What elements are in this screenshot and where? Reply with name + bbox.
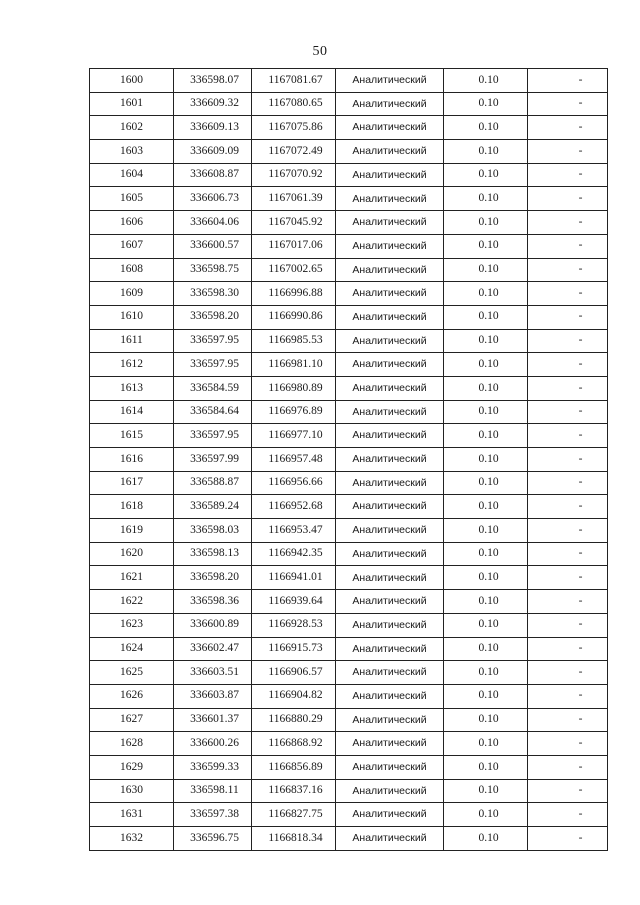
description-cell: - — [528, 424, 608, 448]
accuracy-cell: 0.10 — [444, 92, 528, 116]
table-row — [90, 755, 608, 779]
table-row — [90, 471, 608, 495]
description-cell: - — [528, 92, 608, 116]
x-coordinate-cell: 336600.57 — [174, 234, 252, 258]
description-cell: - — [528, 708, 608, 732]
x-coordinate-cell: 336598.36 — [174, 590, 252, 614]
method-cell: Аналитический — [336, 590, 444, 614]
table-row — [90, 376, 608, 400]
x-coordinate-cell: 336589.24 — [174, 495, 252, 519]
y-coordinate-cell: 1166856.89 — [252, 755, 336, 779]
point-number-cell: 1630 — [90, 779, 174, 803]
point-number-cell: 1607 — [90, 234, 174, 258]
accuracy-cell: 0.10 — [444, 613, 528, 637]
accuracy-cell: 0.10 — [444, 637, 528, 661]
description-cell: - — [528, 590, 608, 614]
y-coordinate-cell: 1167075.86 — [252, 116, 336, 140]
point-number-cell: 1632 — [90, 827, 174, 851]
point-number-cell: 1623 — [90, 613, 174, 637]
y-coordinate-cell: 1166956.66 — [252, 471, 336, 495]
description-cell: - — [528, 755, 608, 779]
y-coordinate-cell: 1167081.67 — [252, 69, 336, 93]
description-cell: - — [528, 187, 608, 211]
x-coordinate-cell: 336597.95 — [174, 353, 252, 377]
table-row — [90, 542, 608, 566]
x-coordinate-cell: 336599.33 — [174, 755, 252, 779]
description-cell: - — [528, 305, 608, 329]
description-cell: - — [528, 400, 608, 424]
point-number-cell: 1609 — [90, 282, 174, 306]
y-coordinate-cell: 1167070.92 — [252, 163, 336, 187]
accuracy-cell: 0.10 — [444, 732, 528, 756]
y-coordinate-cell: 1166904.82 — [252, 684, 336, 708]
description-cell: - — [528, 613, 608, 637]
coordinates-table — [89, 68, 608, 851]
x-coordinate-cell: 336603.51 — [174, 661, 252, 685]
method-cell: Аналитический — [336, 140, 444, 164]
x-coordinate-cell: 336598.13 — [174, 542, 252, 566]
point-number-cell: 1616 — [90, 448, 174, 472]
description-cell: - — [528, 140, 608, 164]
x-coordinate-cell: 336602.47 — [174, 637, 252, 661]
point-number-cell: 1629 — [90, 755, 174, 779]
accuracy-cell: 0.10 — [444, 590, 528, 614]
point-number-cell: 1606 — [90, 211, 174, 235]
table-row — [90, 163, 608, 187]
table-row — [90, 329, 608, 353]
description-cell: - — [528, 163, 608, 187]
accuracy-cell: 0.10 — [444, 140, 528, 164]
accuracy-cell: 0.10 — [444, 755, 528, 779]
x-coordinate-cell: 336600.26 — [174, 732, 252, 756]
description-cell: - — [528, 637, 608, 661]
description-cell: - — [528, 827, 608, 851]
accuracy-cell: 0.10 — [444, 708, 528, 732]
accuracy-cell: 0.10 — [444, 424, 528, 448]
table-row — [90, 69, 608, 93]
table-row — [90, 282, 608, 306]
x-coordinate-cell: 336609.32 — [174, 92, 252, 116]
method-cell: Аналитический — [336, 69, 444, 93]
accuracy-cell: 0.10 — [444, 779, 528, 803]
y-coordinate-cell: 1166942.35 — [252, 542, 336, 566]
table-row — [90, 424, 608, 448]
method-cell: Аналитический — [336, 282, 444, 306]
point-number-cell: 1601 — [90, 92, 174, 116]
y-coordinate-cell: 1166980.89 — [252, 376, 336, 400]
table-row — [90, 400, 608, 424]
x-coordinate-cell: 336597.95 — [174, 329, 252, 353]
y-coordinate-cell: 1167061.39 — [252, 187, 336, 211]
accuracy-cell: 0.10 — [444, 116, 528, 140]
point-number-cell: 1605 — [90, 187, 174, 211]
method-cell: Аналитический — [336, 400, 444, 424]
table-row — [90, 116, 608, 140]
method-cell: Аналитический — [336, 448, 444, 472]
method-cell: Аналитический — [336, 542, 444, 566]
x-coordinate-cell: 336608.87 — [174, 163, 252, 187]
point-number-cell: 1610 — [90, 305, 174, 329]
description-cell: - — [528, 471, 608, 495]
method-cell: Аналитический — [336, 187, 444, 211]
x-coordinate-cell: 336609.13 — [174, 116, 252, 140]
point-number-cell: 1617 — [90, 471, 174, 495]
y-coordinate-cell: 1166880.29 — [252, 708, 336, 732]
point-number-cell: 1619 — [90, 519, 174, 543]
point-number-cell: 1621 — [90, 566, 174, 590]
description-cell: - — [528, 282, 608, 306]
method-cell: Аналитический — [336, 211, 444, 235]
accuracy-cell: 0.10 — [444, 827, 528, 851]
y-coordinate-cell: 1166953.47 — [252, 519, 336, 543]
method-cell: Аналитический — [336, 684, 444, 708]
table-row — [90, 708, 608, 732]
method-cell: Аналитический — [336, 637, 444, 661]
x-coordinate-cell: 336598.03 — [174, 519, 252, 543]
method-cell: Аналитический — [336, 803, 444, 827]
point-number-cell: 1620 — [90, 542, 174, 566]
accuracy-cell: 0.10 — [444, 353, 528, 377]
method-cell: Аналитический — [336, 376, 444, 400]
method-cell: Аналитический — [336, 353, 444, 377]
table-row — [90, 211, 608, 235]
table-row — [90, 566, 608, 590]
accuracy-cell: 0.10 — [444, 258, 528, 282]
y-coordinate-cell: 1166915.73 — [252, 637, 336, 661]
method-cell: Аналитический — [336, 755, 444, 779]
table-row — [90, 590, 608, 614]
accuracy-cell: 0.10 — [444, 542, 528, 566]
method-cell: Аналитический — [336, 305, 444, 329]
point-number-cell: 1628 — [90, 732, 174, 756]
point-number-cell: 1618 — [90, 495, 174, 519]
x-coordinate-cell: 336597.95 — [174, 424, 252, 448]
table-row — [90, 258, 608, 282]
method-cell: Аналитический — [336, 329, 444, 353]
accuracy-cell: 0.10 — [444, 495, 528, 519]
description-cell: - — [528, 684, 608, 708]
y-coordinate-cell: 1166957.48 — [252, 448, 336, 472]
table-row — [90, 234, 608, 258]
method-cell: Аналитический — [336, 424, 444, 448]
table-row — [90, 684, 608, 708]
table-row — [90, 92, 608, 116]
table-row — [90, 305, 608, 329]
method-cell: Аналитический — [336, 495, 444, 519]
point-number-cell: 1624 — [90, 637, 174, 661]
y-coordinate-cell: 1166906.57 — [252, 661, 336, 685]
x-coordinate-cell: 336609.09 — [174, 140, 252, 164]
table-row — [90, 187, 608, 211]
table-row — [90, 827, 608, 851]
y-coordinate-cell: 1167045.92 — [252, 211, 336, 235]
point-number-cell: 1622 — [90, 590, 174, 614]
y-coordinate-cell: 1166939.64 — [252, 590, 336, 614]
x-coordinate-cell: 336596.75 — [174, 827, 252, 851]
description-cell: - — [528, 661, 608, 685]
table-row — [90, 803, 608, 827]
method-cell: Аналитический — [336, 519, 444, 543]
accuracy-cell: 0.10 — [444, 305, 528, 329]
table-row — [90, 661, 608, 685]
point-number-cell: 1631 — [90, 803, 174, 827]
description-cell: - — [528, 353, 608, 377]
accuracy-cell: 0.10 — [444, 448, 528, 472]
table-row — [90, 495, 608, 519]
accuracy-cell: 0.10 — [444, 282, 528, 306]
x-coordinate-cell: 336598.11 — [174, 779, 252, 803]
method-cell: Аналитический — [336, 92, 444, 116]
accuracy-cell: 0.10 — [444, 400, 528, 424]
y-coordinate-cell: 1166990.86 — [252, 305, 336, 329]
x-coordinate-cell: 336598.75 — [174, 258, 252, 282]
x-coordinate-cell: 336604.06 — [174, 211, 252, 235]
description-cell: - — [528, 519, 608, 543]
y-coordinate-cell: 1167017.06 — [252, 234, 336, 258]
x-coordinate-cell: 336606.73 — [174, 187, 252, 211]
point-number-cell: 1600 — [90, 69, 174, 93]
method-cell: Аналитический — [336, 613, 444, 637]
table-row — [90, 732, 608, 756]
description-cell: - — [528, 779, 608, 803]
page-number: 50 — [312, 44, 328, 59]
accuracy-cell: 0.10 — [444, 69, 528, 93]
accuracy-cell: 0.10 — [444, 211, 528, 235]
table-row — [90, 140, 608, 164]
description-cell: - — [528, 329, 608, 353]
method-cell: Аналитический — [336, 827, 444, 851]
accuracy-cell: 0.10 — [444, 187, 528, 211]
description-cell: - — [528, 211, 608, 235]
y-coordinate-cell: 1166985.53 — [252, 329, 336, 353]
accuracy-cell: 0.10 — [444, 566, 528, 590]
description-cell: - — [528, 234, 608, 258]
y-coordinate-cell: 1166818.34 — [252, 827, 336, 851]
point-number-cell: 1627 — [90, 708, 174, 732]
y-coordinate-cell: 1166868.92 — [252, 732, 336, 756]
description-cell: - — [528, 69, 608, 93]
description-cell: - — [528, 566, 608, 590]
y-coordinate-cell: 1166928.53 — [252, 613, 336, 637]
description-cell: - — [528, 448, 608, 472]
method-cell: Аналитический — [336, 779, 444, 803]
method-cell: Аналитический — [336, 471, 444, 495]
method-cell: Аналитический — [336, 234, 444, 258]
y-coordinate-cell: 1166837.16 — [252, 779, 336, 803]
point-number-cell: 1602 — [90, 116, 174, 140]
y-coordinate-cell: 1166941.01 — [252, 566, 336, 590]
description-cell: - — [528, 803, 608, 827]
point-number-cell: 1615 — [90, 424, 174, 448]
x-coordinate-cell: 336600.89 — [174, 613, 252, 637]
method-cell: Аналитический — [336, 566, 444, 590]
y-coordinate-cell: 1166976.89 — [252, 400, 336, 424]
method-cell: Аналитический — [336, 258, 444, 282]
y-coordinate-cell: 1167072.49 — [252, 140, 336, 164]
y-coordinate-cell: 1166996.88 — [252, 282, 336, 306]
description-cell: - — [528, 732, 608, 756]
point-number-cell: 1603 — [90, 140, 174, 164]
point-number-cell: 1612 — [90, 353, 174, 377]
accuracy-cell: 0.10 — [444, 803, 528, 827]
table-row — [90, 519, 608, 543]
point-number-cell: 1611 — [90, 329, 174, 353]
x-coordinate-cell: 336588.87 — [174, 471, 252, 495]
method-cell: Аналитический — [336, 661, 444, 685]
point-number-cell: 1625 — [90, 661, 174, 685]
method-cell: Аналитический — [336, 708, 444, 732]
accuracy-cell: 0.10 — [444, 519, 528, 543]
accuracy-cell: 0.10 — [444, 163, 528, 187]
x-coordinate-cell: 336584.64 — [174, 400, 252, 424]
description-cell: - — [528, 116, 608, 140]
accuracy-cell: 0.10 — [444, 376, 528, 400]
point-number-cell: 1613 — [90, 376, 174, 400]
x-coordinate-cell: 336597.99 — [174, 448, 252, 472]
x-coordinate-cell: 336584.59 — [174, 376, 252, 400]
method-cell: Аналитический — [336, 116, 444, 140]
method-cell: Аналитический — [336, 732, 444, 756]
y-coordinate-cell: 1166952.68 — [252, 495, 336, 519]
point-number-cell: 1608 — [90, 258, 174, 282]
table-row — [90, 353, 608, 377]
point-number-cell: 1604 — [90, 163, 174, 187]
x-coordinate-cell: 336598.07 — [174, 69, 252, 93]
y-coordinate-cell: 1167080.65 — [252, 92, 336, 116]
y-coordinate-cell: 1167002.65 — [252, 258, 336, 282]
x-coordinate-cell: 336598.20 — [174, 305, 252, 329]
accuracy-cell: 0.10 — [444, 661, 528, 685]
accuracy-cell: 0.10 — [444, 471, 528, 495]
x-coordinate-cell: 336598.30 — [174, 282, 252, 306]
x-coordinate-cell: 336603.87 — [174, 684, 252, 708]
table-row — [90, 613, 608, 637]
description-cell: - — [528, 258, 608, 282]
table-row — [90, 779, 608, 803]
accuracy-cell: 0.10 — [444, 684, 528, 708]
x-coordinate-cell: 336597.38 — [174, 803, 252, 827]
method-cell: Аналитический — [336, 163, 444, 187]
accuracy-cell: 0.10 — [444, 329, 528, 353]
description-cell: - — [528, 376, 608, 400]
y-coordinate-cell: 1166977.10 — [252, 424, 336, 448]
x-coordinate-cell: 336598.20 — [174, 566, 252, 590]
table-body — [90, 69, 608, 851]
point-number-cell: 1626 — [90, 684, 174, 708]
x-coordinate-cell: 336601.37 — [174, 708, 252, 732]
table-row — [90, 448, 608, 472]
description-cell: - — [528, 495, 608, 519]
point-number-cell: 1614 — [90, 400, 174, 424]
accuracy-cell: 0.10 — [444, 234, 528, 258]
description-cell: - — [528, 542, 608, 566]
y-coordinate-cell: 1166981.10 — [252, 353, 336, 377]
table-row — [90, 637, 608, 661]
y-coordinate-cell: 1166827.75 — [252, 803, 336, 827]
